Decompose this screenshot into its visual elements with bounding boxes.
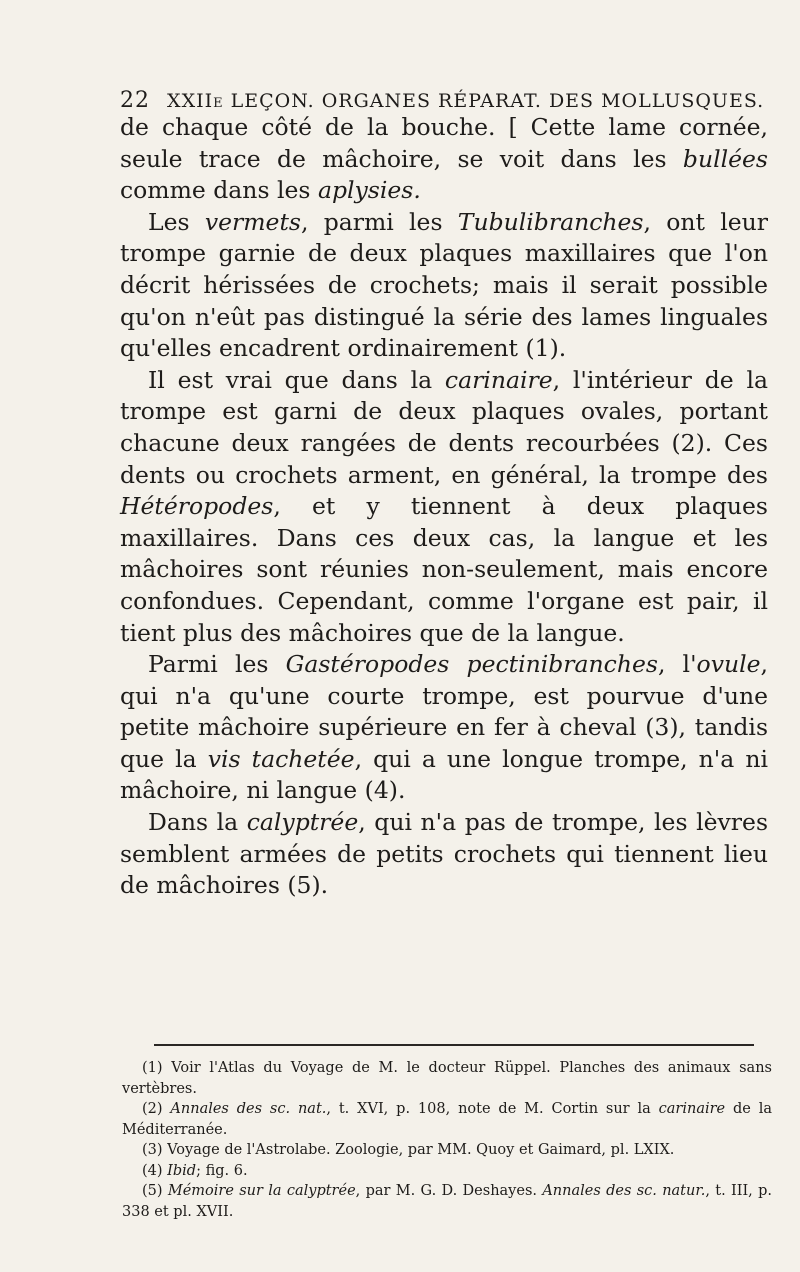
italic-text: bullées [682, 144, 768, 173]
text-run: (4) [142, 1162, 168, 1179]
text-run: (3) Voyage de l'Astrolabe. Zoologie, par MM. Quoy et Gaimard, pl. LXIX. [142, 1142, 675, 1158]
text-run: , qui a une longue trompe, n'a ni mâchoire, ni langue (4). [120, 744, 768, 805]
paragraph [120, 207, 768, 365]
text-run: de la Méditerranée. [122, 1101, 772, 1138]
footnotes [122, 1058, 772, 1222]
body-text [120, 112, 768, 902]
italic-text: Gastéropodes pectinibranches [285, 650, 658, 679]
paragraph [120, 649, 768, 807]
footnote [122, 1140, 772, 1161]
text-run: , l'intérieur de la trompe est garni de deux plaques ovales, portant chacune deux rangées de dents recourbées (2). Ces dents ou crochets arment, en général, la trompe des [120, 365, 768, 489]
italic-text: Annales des sc. natur. [542, 1183, 706, 1199]
text-run: , t. XVI, p. 108, note de M. Cortin sur la [326, 1101, 659, 1117]
text-run: Dans la [148, 808, 247, 837]
text-run: , parmi les [300, 207, 458, 236]
text-run: ; fig. 6. [196, 1162, 248, 1179]
text-run: , et y tiennent à deux plaques maxillaires. Dans ces deux cas, la langue et les mâchoires sont réunies non-seulement, mais encore confondues. Cependant, comme l'organe est pair, il tient plus des mâchoires que de la langue. [120, 492, 768, 647]
text-run: , l' [657, 650, 697, 679]
text-run: (1) Voir l'Atlas du Voyage de M. le docteur Rüppel. Planches des animaux sans vertèbres. [122, 1060, 772, 1097]
italic-text: Hétéropodes [120, 492, 274, 521]
text-run: , t. III, p. 338 et pl. XVII. [122, 1183, 772, 1220]
italic-text: Tubulibranches [457, 207, 644, 236]
text-run: (2) [142, 1101, 171, 1117]
text-run: (5) [142, 1183, 168, 1199]
text-run: de chaque côté de la bouche. [ Cette lame cornée, seule trace de mâchoire, se voit dans les [120, 113, 768, 173]
text-run: , ont leur trompe garnie de deux plaques maxillaires que l'on décrit hérissées de crochets; mais il serait possible qu'on n'eût pas distingué la série des lames linguales qu'elles encadrent ordinairement (1). [120, 207, 769, 363]
italic-text: vermets [204, 207, 301, 236]
italic-text: carinaire [444, 365, 553, 394]
footnote [122, 1161, 772, 1182]
text-run: Il est vrai que dans la [148, 365, 445, 394]
footnote [122, 1099, 772, 1140]
italic-text: carinaire [658, 1101, 726, 1117]
running-head-title: XXIIe LEÇON. ORGANES RÉPARAT. DES MOLLUSQUES. [167, 90, 765, 112]
paragraph [120, 365, 768, 649]
paragraph [120, 807, 768, 902]
italic-text: aplysies. [317, 176, 421, 205]
text-run: Les [148, 207, 205, 236]
italic-text: Annales des sc. nat. [170, 1101, 327, 1117]
italic-text: calyptrée [246, 808, 359, 837]
italic-text: vis tachetée [207, 744, 355, 773]
text-run: Parmi les [148, 650, 286, 679]
text-run: comme dans les [120, 176, 318, 205]
footnote [122, 1058, 772, 1099]
text-run: , qui n'a qu'une courte trompe, est pourvue d'une petite mâchoire supérieure en fer à cheval (3), tandis que la [120, 650, 769, 773]
running-head [120, 88, 765, 113]
page-number: 22 [120, 88, 150, 113]
text-run: , par M. G. D. Deshayes. [355, 1183, 543, 1199]
italic-text: Mémoire sur la calyptrée [167, 1183, 356, 1199]
italic-text: Ibid [167, 1162, 197, 1179]
italic-text: ovule [696, 650, 761, 679]
footnote-rule [154, 1044, 754, 1046]
paragraph [120, 112, 768, 207]
text-run: , qui n'a pas de trompe, les lèvres semblent armées de petits crochets qui tiennent lieu de mâchoires (5). [120, 808, 768, 900]
footnote [122, 1181, 772, 1222]
